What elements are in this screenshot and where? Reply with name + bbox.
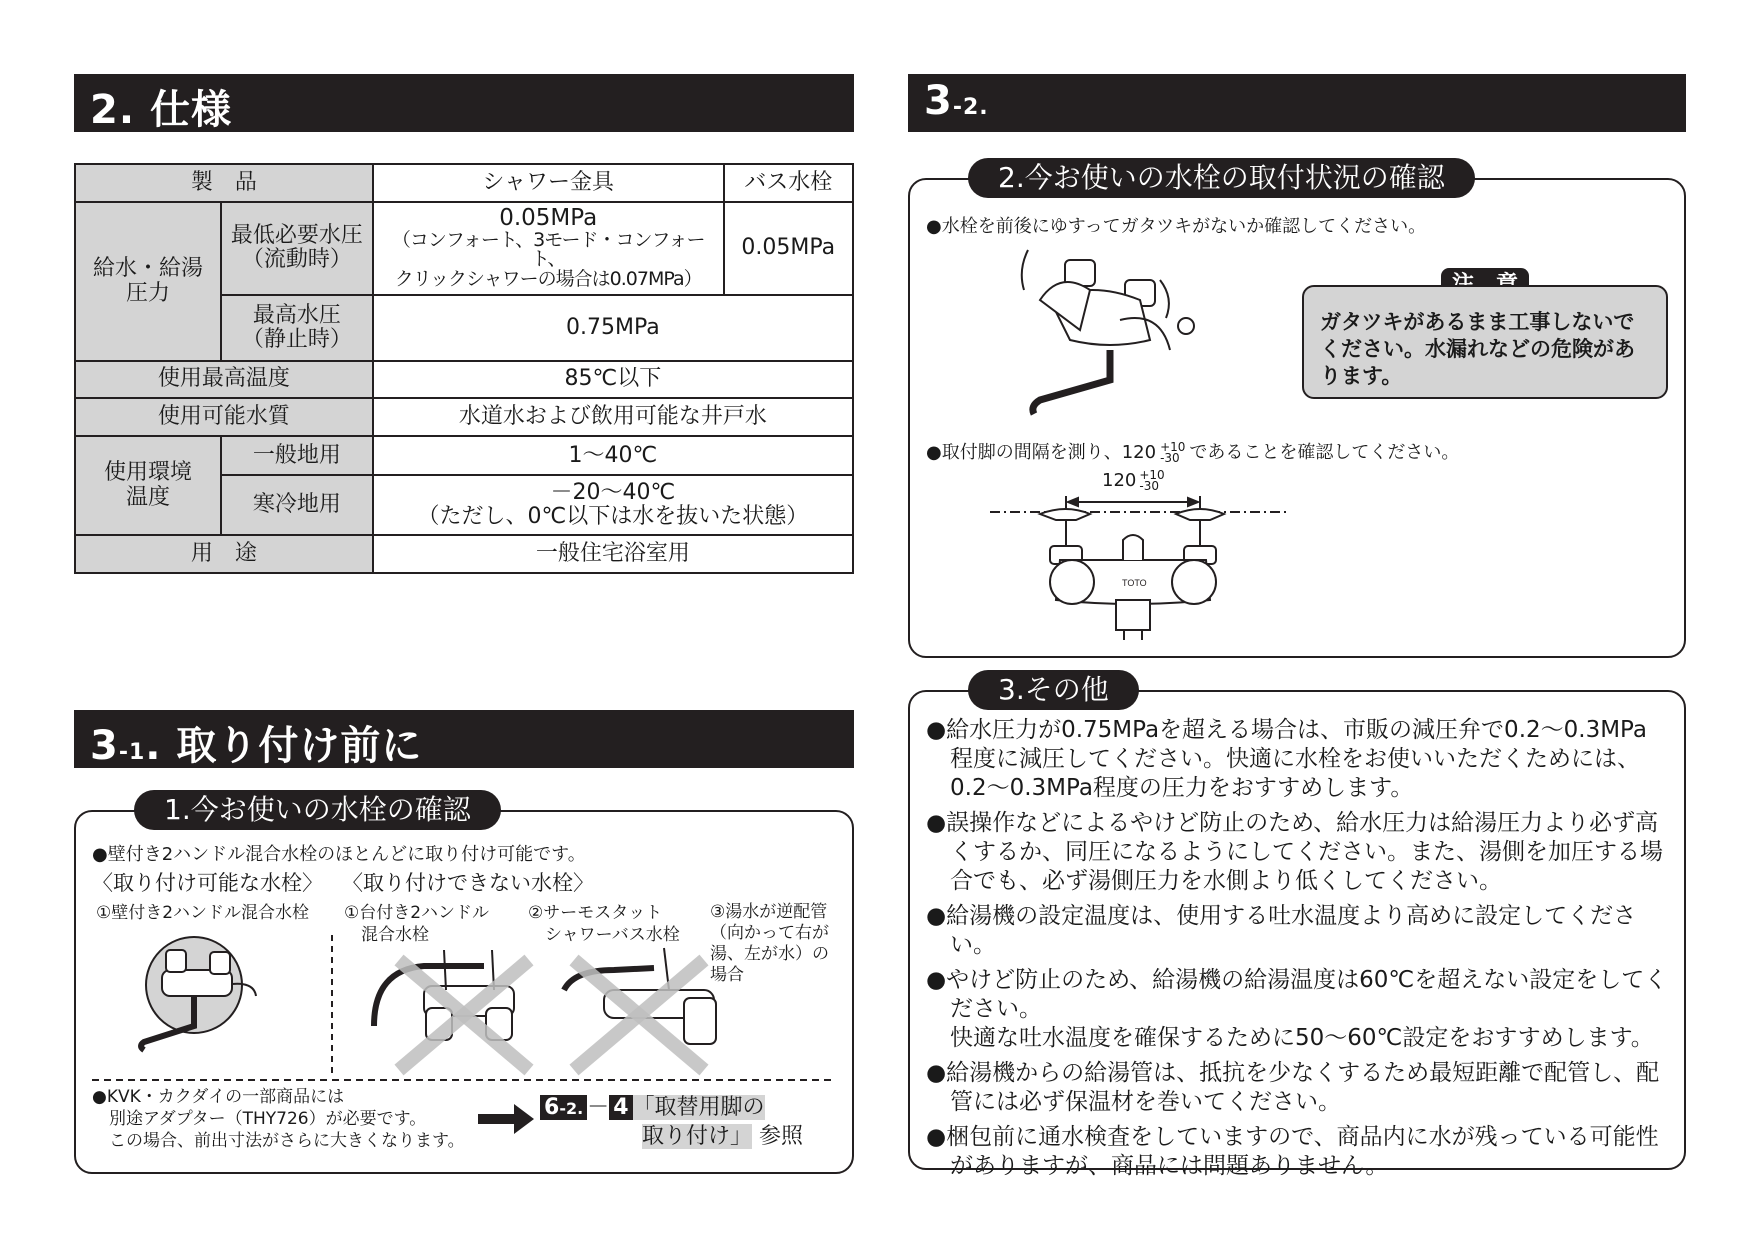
check-2-bullet-2: ●取付脚の間隔を測り、120 +10 -30 であることを確認してください。: [926, 440, 1460, 465]
check-2-pill: 2.今お使いの水栓の取付状況の確認: [968, 158, 1475, 198]
section-3-2-title: 3-2.: [924, 78, 989, 124]
max-temp-value: 85℃以下: [373, 361, 853, 398]
max-pressure-label: 最高水圧 （静止時）: [221, 295, 373, 361]
env-general-value: 1～40℃: [373, 436, 853, 475]
ok-heading: 〈取り付け可能な水栓〉: [92, 871, 323, 895]
check-1-pill: 1.今お使いの水栓の確認: [134, 790, 501, 830]
caution-text: ガタツキがあるまま工事しないで ください。水漏れなどの危険があ ります。: [1320, 310, 1635, 388]
max-pressure-value: 0.75MPa: [373, 295, 853, 361]
header-bath: バス水栓: [724, 164, 853, 202]
ref-number: 6-2.: [540, 1095, 587, 1120]
header-product: 製 品: [75, 164, 373, 202]
reference-link-2: [642, 1119, 803, 1150]
section-3-1-header: [74, 710, 854, 768]
check-2-bullet-1: ●水栓を前後にゆすってガタツキがないか確認してください。: [926, 216, 1427, 237]
other-item-4: ●やけど防止のため、給湯機の給湯温度は60℃を超えない設定をしてください。 快適な吐水温度を確保するために50～60℃設定をおすすめします。: [926, 967, 1668, 1051]
other-item-6: ●梱包前に通水検査をしていますので、商品内に水が残っている可能性がありますが、商品には問題ありません。: [926, 1124, 1659, 1179]
env-general-label: 一般地用: [221, 436, 373, 475]
env-cold-value: －20～40℃: [550, 479, 676, 505]
ok-item: ①壁付き2ハンドル混合水栓: [96, 903, 310, 923]
check-1-divider: [92, 1078, 832, 1082]
env-cold-label: 寒冷地用: [221, 475, 373, 534]
max-temp-label: 使用最高温度: [75, 361, 373, 398]
dimension-label: 120 +10 -30: [1102, 468, 1165, 493]
use-value: 一般住宅浴室用: [373, 535, 853, 573]
ng-item-1: ①台付き2ハンドル 混合水栓: [344, 903, 490, 945]
ng-deck-faucet-illustration: [374, 950, 529, 1070]
section-2-header: [74, 74, 854, 132]
ref-step: 4: [609, 1095, 632, 1120]
other-item-5: ●給湯機からの給湯管は、抵抗を少なくするため最短距離で配管し、配管には必ず保温材を巻いてください。: [926, 1060, 1660, 1115]
ref-text-2: 取り付け」: [642, 1124, 753, 1149]
other-item-1: ●給水圧力が0.75MPaを超える場合は、市販の減圧弁で0.2～0.3MPa程度に減圧してください。快適に水栓をお使いいただくためには、0.2～0.3MPa程度の圧力をおすすめします。: [926, 717, 1647, 801]
brand-mark: TOTO: [1122, 578, 1147, 588]
dimension-diagram: [990, 490, 1310, 650]
ok-faucet-illustration: [141, 937, 256, 1050]
check-1-illustrations: [74, 930, 850, 1080]
section-2-title: 2. 仕様: [90, 87, 232, 133]
min-pressure-note: （コンフォート、3モード・コンフォート、 クリックシャワーの場合は0.07MPa）: [391, 228, 705, 291]
min-pressure-bath: 0.05MPa: [724, 202, 853, 294]
arrow-right-icon: [478, 1102, 536, 1136]
shake-faucet-illustration: [1010, 240, 1210, 430]
check-1-bullet: ●壁付き2ハンドル混合水栓のほとんどに取り付け可能です。: [92, 844, 586, 865]
other-pill: 3.その他: [968, 670, 1139, 710]
env-temp-group-label: 使用環境 温度: [75, 436, 221, 534]
ng-heading: 〈取り付けできない水栓〉: [342, 871, 594, 895]
spec-table: [74, 163, 854, 574]
caution-box: [1302, 285, 1668, 399]
other-item-2: ●誤操作などによるやけど防止のため、給水圧力は給湯圧力より必ず高くするか、同圧になるようにしてください。また、湯側を加圧する場合でも、必ず湯側圧力を水側より低くしてください。: [926, 810, 1663, 894]
kvk-note: ●KVK・カクダイの一部商品には 別途アダプター（THY726）が必要です。 この場合、前出寸法がさらに大きくなります。: [92, 1087, 465, 1151]
section-3-2-header: [908, 74, 1686, 132]
env-cold-note: （ただし、0℃以下は水を抜いた状態）: [417, 504, 809, 530]
ng-item-2: ②サーモスタット シャワーバス水栓: [528, 903, 680, 945]
water-quality-value: 水道水および飲用可能な井戸水: [373, 398, 853, 436]
min-pressure-shower: 0.05MPa: [499, 205, 598, 232]
use-label: 用 途: [75, 535, 373, 573]
header-shower: シャワー金具: [373, 164, 724, 202]
other-item-3: ●給湯機の設定温度は、使用する吐水温度より高めに設定してください。: [926, 903, 1637, 958]
water-quality-label: 使用可能水質: [75, 398, 373, 436]
min-pressure-label: 最低必要水圧 （流動時）: [221, 202, 373, 294]
reference-link: 6-2. － 4 「取替用脚の: [540, 1090, 765, 1121]
ref-see: 参照: [759, 1124, 804, 1149]
ref-text-1: 「取替用脚の: [632, 1095, 765, 1120]
section-3-1-title: 3-1. 取り付け前に: [90, 723, 423, 769]
other-list: [926, 716, 1668, 1187]
pressure-group-label: 給水・給湯 圧力: [75, 202, 221, 361]
ng-thermostat-faucet-illustration: [564, 948, 716, 1070]
ng-item-3: ③湯水が逆配管 （向かって右が 湯、左が水）の 場合: [710, 902, 829, 985]
